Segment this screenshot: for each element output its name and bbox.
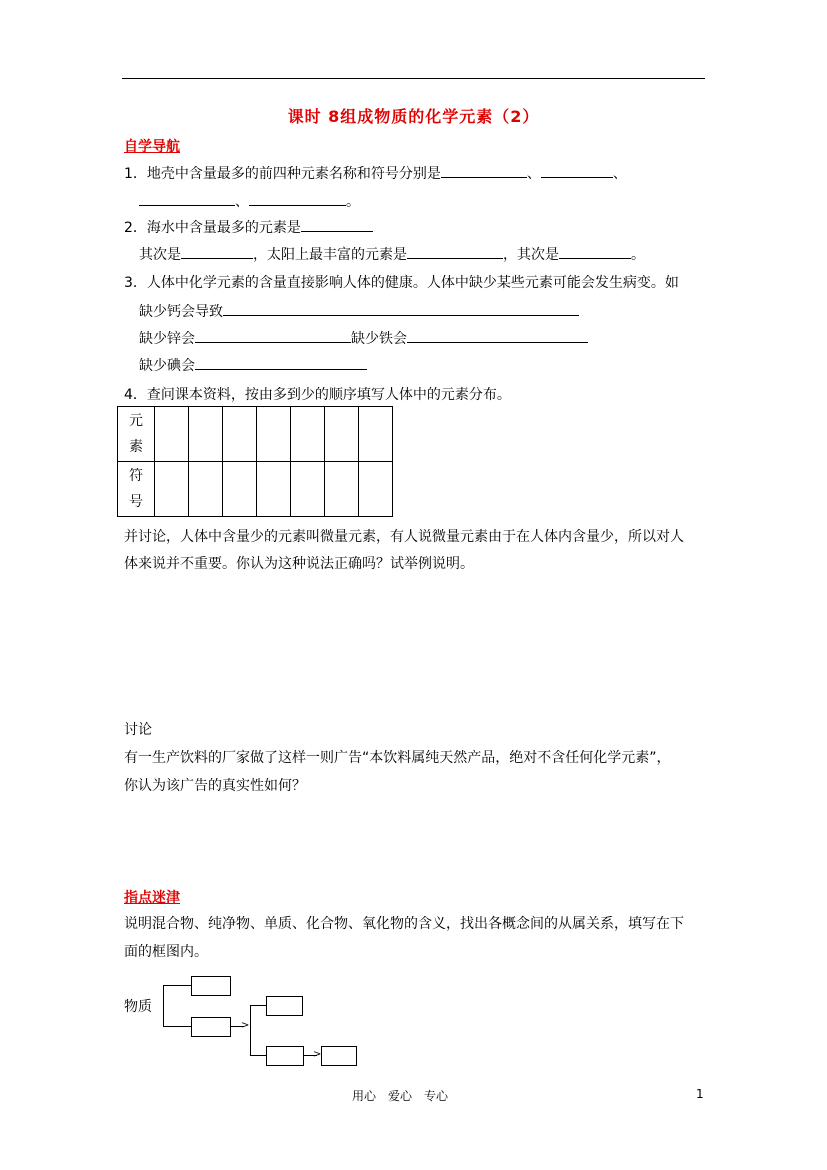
table-cell[interactable] <box>189 462 223 517</box>
answer-blank[interactable] <box>407 244 503 259</box>
iron-label: 缺少铁会 <box>351 331 407 347</box>
answer-blank[interactable] <box>541 163 613 178</box>
explain-line-2: 面的框图内。 <box>124 944 208 960</box>
question-2-cont <box>139 244 645 265</box>
period: 。 <box>631 247 645 263</box>
explain-line-1: 说明混合物、纯净物、单质、化合物、氧化物的含义，找出各概念间的从属关系，填写在下 <box>124 916 684 932</box>
table-cell[interactable] <box>257 462 291 517</box>
question-2-sun: ，太阳上最丰富的元素是 <box>253 247 407 263</box>
discussion-2-label: 讨论 <box>124 722 152 738</box>
table-cell[interactable] <box>359 407 393 462</box>
answer-blank[interactable] <box>139 191 235 206</box>
period: 。 <box>346 194 360 210</box>
table-cell[interactable] <box>359 462 393 517</box>
zinc-label: 缺少锌会 <box>139 331 195 347</box>
diagram-connector <box>163 1026 191 1027</box>
table-cell[interactable] <box>291 407 325 462</box>
page-title: 课时 8组成物质的化学元素（2） <box>287 107 540 126</box>
discussion-1-line-1: 并讨论，人体中含量少的元素叫微量元素，有人说微量元素由于在人体内含量少，所以对人 <box>124 529 684 545</box>
section-heading-tips: 指点迷津 <box>124 890 180 906</box>
answer-blank[interactable] <box>249 191 346 206</box>
table-cell[interactable] <box>257 407 291 462</box>
diagram-box[interactable] <box>266 1046 304 1066</box>
diagram-box[interactable] <box>191 976 231 996</box>
separator: 、 <box>235 194 249 210</box>
question-2-text: 2．海水中含量最多的元素是 <box>124 220 301 236</box>
diagram-connector <box>250 1055 266 1056</box>
answer-blank[interactable] <box>301 217 373 232</box>
question-3-iodine <box>139 355 367 376</box>
row-header-symbol: 符 号 <box>118 462 155 517</box>
answer-blank[interactable] <box>407 328 588 343</box>
table-cell[interactable] <box>155 407 189 462</box>
discussion-2-line-2: 你认为该广告的真实性如何？ <box>124 778 306 794</box>
question-2-next: 其次是 <box>139 247 181 263</box>
table-cell[interactable] <box>223 462 257 517</box>
answer-blank[interactable] <box>559 244 631 259</box>
table-row <box>118 407 393 462</box>
iodine-label: 缺少碘会 <box>139 358 195 374</box>
section-heading-self-study: 自学导航 <box>124 139 180 155</box>
table-cell[interactable] <box>223 407 257 462</box>
separator: 、 <box>612 166 627 182</box>
question-1 <box>124 163 627 184</box>
table-cell[interactable] <box>155 462 189 517</box>
answer-blank[interactable] <box>441 163 527 178</box>
arrow-head-icon: > <box>241 1020 250 1031</box>
table-cell[interactable] <box>325 462 359 517</box>
table-cell[interactable] <box>189 407 223 462</box>
question-4: 4．查问课本资料，按由多到少的顺序填写人体中的元素分布。 <box>124 387 511 403</box>
row-header-element: 元 素 <box>118 407 155 462</box>
arrow-head-icon: > <box>313 1049 322 1060</box>
diagram-box[interactable] <box>321 1046 357 1066</box>
diagram-connector <box>250 1005 266 1006</box>
diagram-box[interactable] <box>191 1017 231 1037</box>
diagram-box[interactable] <box>266 996 303 1016</box>
discussion-2-line-1: 有一生产饮料的厂家做了这样一则广告“本饮料属纯天然产品，绝对不含任何化学元素”， <box>124 750 671 766</box>
answer-blank[interactable] <box>181 244 253 259</box>
separator: 、 <box>526 166 541 182</box>
question-3-zinc-iron <box>139 328 588 349</box>
question-1-text: 1．地壳中含量最多的前四种元素名称和符号分别是 <box>124 166 441 182</box>
answer-blank[interactable] <box>195 355 367 370</box>
diagram-connector <box>163 985 164 1027</box>
calcium-label: 缺少钙会导致 <box>139 304 223 320</box>
question-3-calcium <box>139 301 579 322</box>
question-3: 3．人体中化学元素的含量直接影响人体的健康。人体中缺少某些元素可能会发生病变。如 <box>124 275 679 291</box>
page-number: 1 <box>696 1087 704 1101</box>
element-table <box>117 406 393 517</box>
diagram-connector <box>250 1005 251 1055</box>
table-row <box>118 462 393 517</box>
footer-motto: 用心 爱心 专心 <box>352 1089 449 1103</box>
header-rule <box>122 78 705 79</box>
question-2 <box>124 217 373 238</box>
table-cell[interactable] <box>291 462 325 517</box>
question-2-then: ，其次是 <box>503 247 559 263</box>
diagram-connector <box>163 985 191 986</box>
question-1-cont <box>139 191 360 212</box>
answer-blank[interactable] <box>223 301 579 316</box>
discussion-1-line-2: 体来说并不重要。你认为这种说法正确吗？试举例说明。 <box>124 556 474 572</box>
table-cell[interactable] <box>325 407 359 462</box>
diagram-root-label: 物质 <box>124 999 152 1015</box>
answer-blank[interactable] <box>195 328 351 343</box>
